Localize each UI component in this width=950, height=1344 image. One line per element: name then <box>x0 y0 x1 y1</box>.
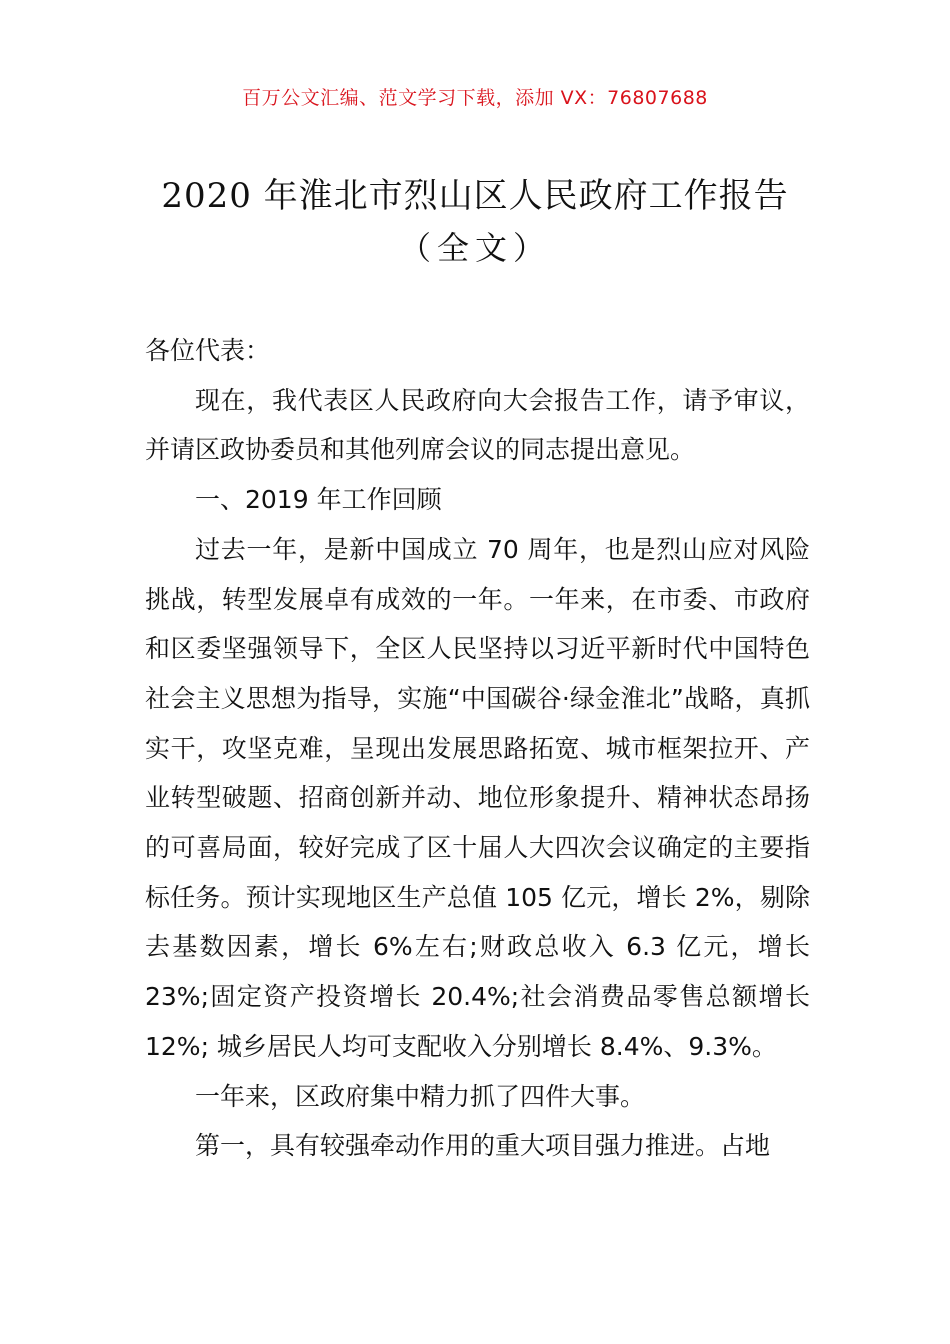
salutation: 各位代表： <box>145 336 271 365</box>
document-title: 2020 年淮北市烈山区人民政府工作报告 <box>161 176 789 216</box>
paragraph-intro: 现在，我代表区人民政府向大会报告工作，请予审议，并请区政协委员和其他列席会议的同志提出意见。 <box>145 385 810 465</box>
paragraph-first-task: 第一，具有较强牵动作用的重大项目强力推进。占地 <box>195 1131 771 1161</box>
section-heading: 一、2019 年工作回顾 <box>195 485 442 515</box>
document-body <box>145 326 810 1171</box>
document-subtitle: （全文） <box>398 229 551 267</box>
paragraph-review: 过去一年，是新中国成立 70 周年，也是烈山应对风险挑战，转型发展卓有成效的一年。一年来，在市委、市政府和区委坚强领导下，全区人民坚持以习近平新时代中国特色社会主义思想为指导，实施“中国碳谷·绿金淮北”战略，真抓实干，攻坚克难，呈现出发展思路拓宽、城市框架拉开、产业转型破题、招商创新并动、地位形象提升、精神状态昂扬的可喜局面，较好完成了区十届人大四次会议确定的主要指标任务。预计实现地区生产总值 105 亿元，增长 2%，剔除去基数因素，增长 6%左右;财政总收入 6.3 亿元，增长 23%;固定资产投资增长 20.4%;社会消费品零售总额增长 12%; 城乡居民人均可支配收入分别增长 8.4%、9.3%。 <box>145 534 810 1061</box>
paragraph-four-tasks: 一年来，区政府集中精力抓了四件大事。 <box>195 1081 646 1111</box>
header-banner: 百万公文汇编、范文学习下载，添加 VX：76807688 <box>242 87 708 109</box>
